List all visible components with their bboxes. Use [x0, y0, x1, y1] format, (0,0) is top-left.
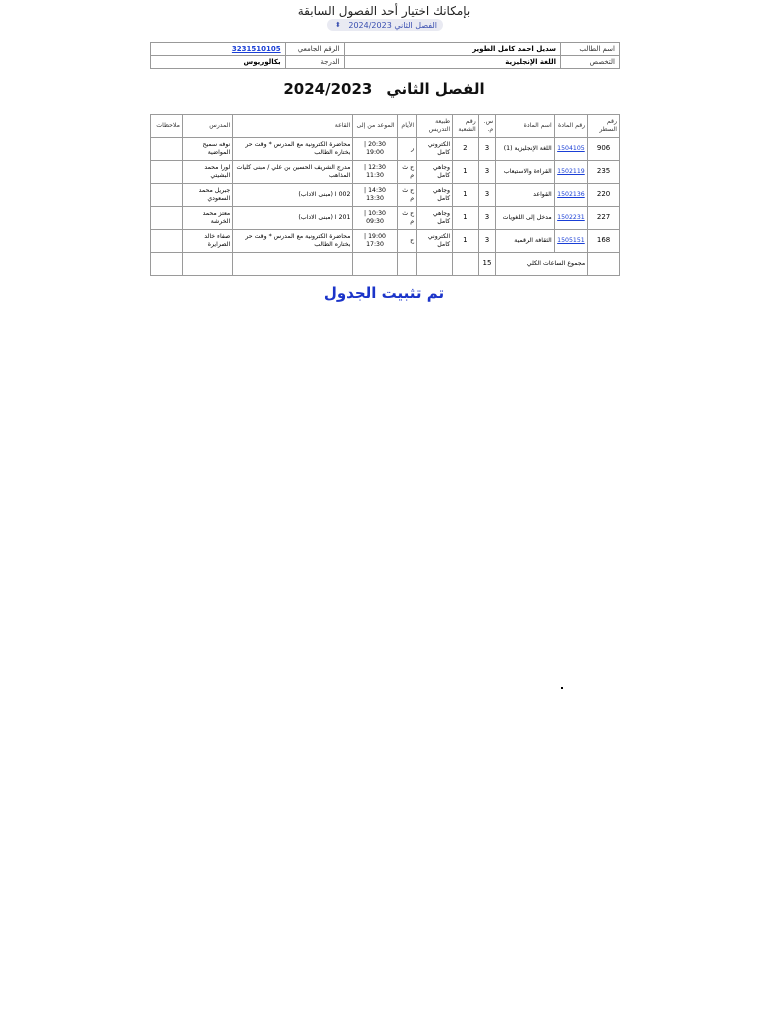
time-cell: [353, 184, 397, 207]
notes: [151, 161, 183, 184]
time-from: 11:30: [366, 172, 384, 179]
teaching-type: وجاهي كامل: [417, 161, 453, 184]
time-cell: [353, 138, 397, 161]
total-empty-cell: [233, 253, 353, 276]
schedule-table: [150, 114, 620, 276]
section-number: 1: [453, 184, 479, 207]
table-row: [151, 161, 620, 184]
teaching-type: وجاهي كامل: [417, 207, 453, 230]
col-credit-hours: س. م.: [478, 115, 495, 138]
time-to: 14:30: [368, 186, 386, 194]
notes: [151, 184, 183, 207]
instructor: جبريل محمد السعودي: [182, 184, 232, 207]
credit-hours: 3: [478, 230, 495, 253]
time-from: 19:00: [366, 149, 384, 156]
course-number-link[interactable]: 1502119: [557, 167, 585, 175]
schedule-header-row: [151, 115, 620, 138]
total-hours-row: [151, 253, 620, 276]
course-name: القراءة والاستيعاب: [496, 161, 555, 184]
time-to: 10:30: [368, 209, 386, 217]
course-name: القواعد: [496, 184, 555, 207]
chevron-updown-icon: ⬍: [335, 21, 341, 29]
time-from: 09:30: [366, 218, 384, 225]
course-name: الثقافة الرقمية: [496, 230, 555, 253]
schedule-fixed-message: تم تثبيت الجدول: [323, 284, 445, 302]
teaching-type: وجاهي كامل: [417, 184, 453, 207]
col-line-no: رقم السطر: [588, 115, 620, 138]
time-separator: |: [364, 186, 369, 194]
days: ح ث م: [397, 184, 417, 207]
table-row: [151, 184, 620, 207]
time-to: 19:00: [368, 232, 386, 240]
total-empty-cell: [417, 253, 453, 276]
col-time: الموعد من إلى: [353, 115, 397, 138]
hall: 201 ا (مبنى الاداب): [233, 207, 353, 230]
course-number-link[interactable]: 1502231: [557, 213, 585, 221]
course-number-cell: [554, 230, 587, 253]
total-empty-cell: [588, 253, 620, 276]
time-separator: |: [364, 163, 369, 171]
degree-label: الدرجة: [285, 56, 344, 69]
total-empty-cell: [353, 253, 397, 276]
semester-title: الفصل الثاني: [386, 80, 485, 98]
table-row: [151, 207, 620, 230]
student-id-link[interactable]: 3231510105: [231, 45, 281, 53]
instruction-text: بإمكانك اختيار أحد الفصول السابقة: [297, 4, 471, 18]
credit-hours: 3: [478, 207, 495, 230]
table-row: [151, 138, 620, 161]
total-empty-cell: [182, 253, 232, 276]
teaching-type: الكتروني كامل: [417, 230, 453, 253]
hall: 002 ا (مبنى الاداب): [233, 184, 353, 207]
time-separator: |: [364, 232, 369, 240]
days: ح ث م: [397, 161, 417, 184]
notes: [151, 230, 183, 253]
col-teaching-type: طبيعة التدريس: [417, 115, 453, 138]
line-number: 235: [588, 161, 620, 184]
instructor: معتز محمد الخرشة: [182, 207, 232, 230]
line-number: 906: [588, 138, 620, 161]
page-title: [0, 80, 768, 98]
credit-hours: 3: [478, 184, 495, 207]
instructor: لورا محمد البشيتي: [182, 161, 232, 184]
time-to: 12:30: [368, 163, 386, 171]
total-hours-value: 15: [478, 253, 495, 276]
instructor: صفاء خالد الصرايرة: [182, 230, 232, 253]
hall: محاضرة الكترونية مع المدرس * وقت حر بختاره الطالب: [233, 138, 353, 161]
section-number: 1: [453, 207, 479, 230]
course-name: اللغة الإنجليزية (1): [496, 138, 555, 161]
section-number: 2: [453, 138, 479, 161]
time-cell: [353, 230, 397, 253]
course-number-cell: [554, 138, 587, 161]
course-number-link[interactable]: 1502136: [557, 190, 585, 198]
course-number-cell: [554, 161, 587, 184]
col-course-name: اسم المادة: [496, 115, 555, 138]
hall: مدرج الشريف الحسين بن علي / مبنى كليات المذاهب: [233, 161, 353, 184]
time-to: 20:30: [368, 140, 386, 148]
course-name: مدخل إلى اللغويات: [496, 207, 555, 230]
days: ر: [397, 138, 417, 161]
section-number: 1: [453, 230, 479, 253]
course-number-link[interactable]: 1505151: [557, 236, 585, 244]
credit-hours: 3: [478, 161, 495, 184]
major-value: اللغة الإنجليزية: [344, 56, 560, 69]
time-cell: [353, 207, 397, 230]
semester-select[interactable]: [327, 19, 443, 31]
col-instructor: المدرس: [182, 115, 232, 138]
total-empty-cell: [151, 253, 183, 276]
time-from: 13:30: [366, 195, 384, 202]
course-number-cell: [554, 207, 587, 230]
degree-value: بكالوريوس: [151, 56, 286, 69]
line-number: 220: [588, 184, 620, 207]
hall: محاضرة الكترونية مع المدرس * وقت حر بختاره الطالب: [233, 230, 353, 253]
time-from: 17:30: [366, 241, 384, 248]
teaching-type: الكتروني كامل: [417, 138, 453, 161]
days: ح: [397, 230, 417, 253]
notes: [151, 138, 183, 161]
line-number: 168: [588, 230, 620, 253]
major-label: التخصص: [561, 56, 620, 69]
section-number: 1: [453, 161, 479, 184]
total-empty-cell: [453, 253, 479, 276]
col-section: رقم الشعبة: [453, 115, 479, 138]
time-separator: |: [364, 140, 369, 148]
col-notes: ملاحظات: [151, 115, 183, 138]
time-cell: [353, 161, 397, 184]
course-number-cell: [554, 184, 587, 207]
stray-dot: [561, 687, 563, 689]
total-empty-cell: [397, 253, 417, 276]
col-course-no: رقم المادة: [554, 115, 587, 138]
notes: [151, 207, 183, 230]
col-days: الأيام: [397, 115, 417, 138]
student-name: سديل احمد كامل الطوير: [344, 43, 560, 56]
days: ح ث م: [397, 207, 417, 230]
semester-select-value: الفصل الثاني 2024/2023: [348, 20, 437, 30]
student-id-label: الرقم الجامعي: [285, 43, 344, 56]
time-separator: |: [364, 209, 369, 217]
student-info-table: [150, 42, 620, 69]
year-title: 2024/2023: [283, 80, 373, 98]
credit-hours: 3: [478, 138, 495, 161]
line-number: 227: [588, 207, 620, 230]
total-hours-label: مجموع الساعات الكلي: [496, 253, 588, 276]
table-row: [151, 230, 620, 253]
col-hall: القاعة: [233, 115, 353, 138]
student-name-label: اسم الطالب: [561, 43, 620, 56]
instructor: نوفه سميح المواضية: [182, 138, 232, 161]
course-number-link[interactable]: 1504105: [557, 144, 585, 152]
